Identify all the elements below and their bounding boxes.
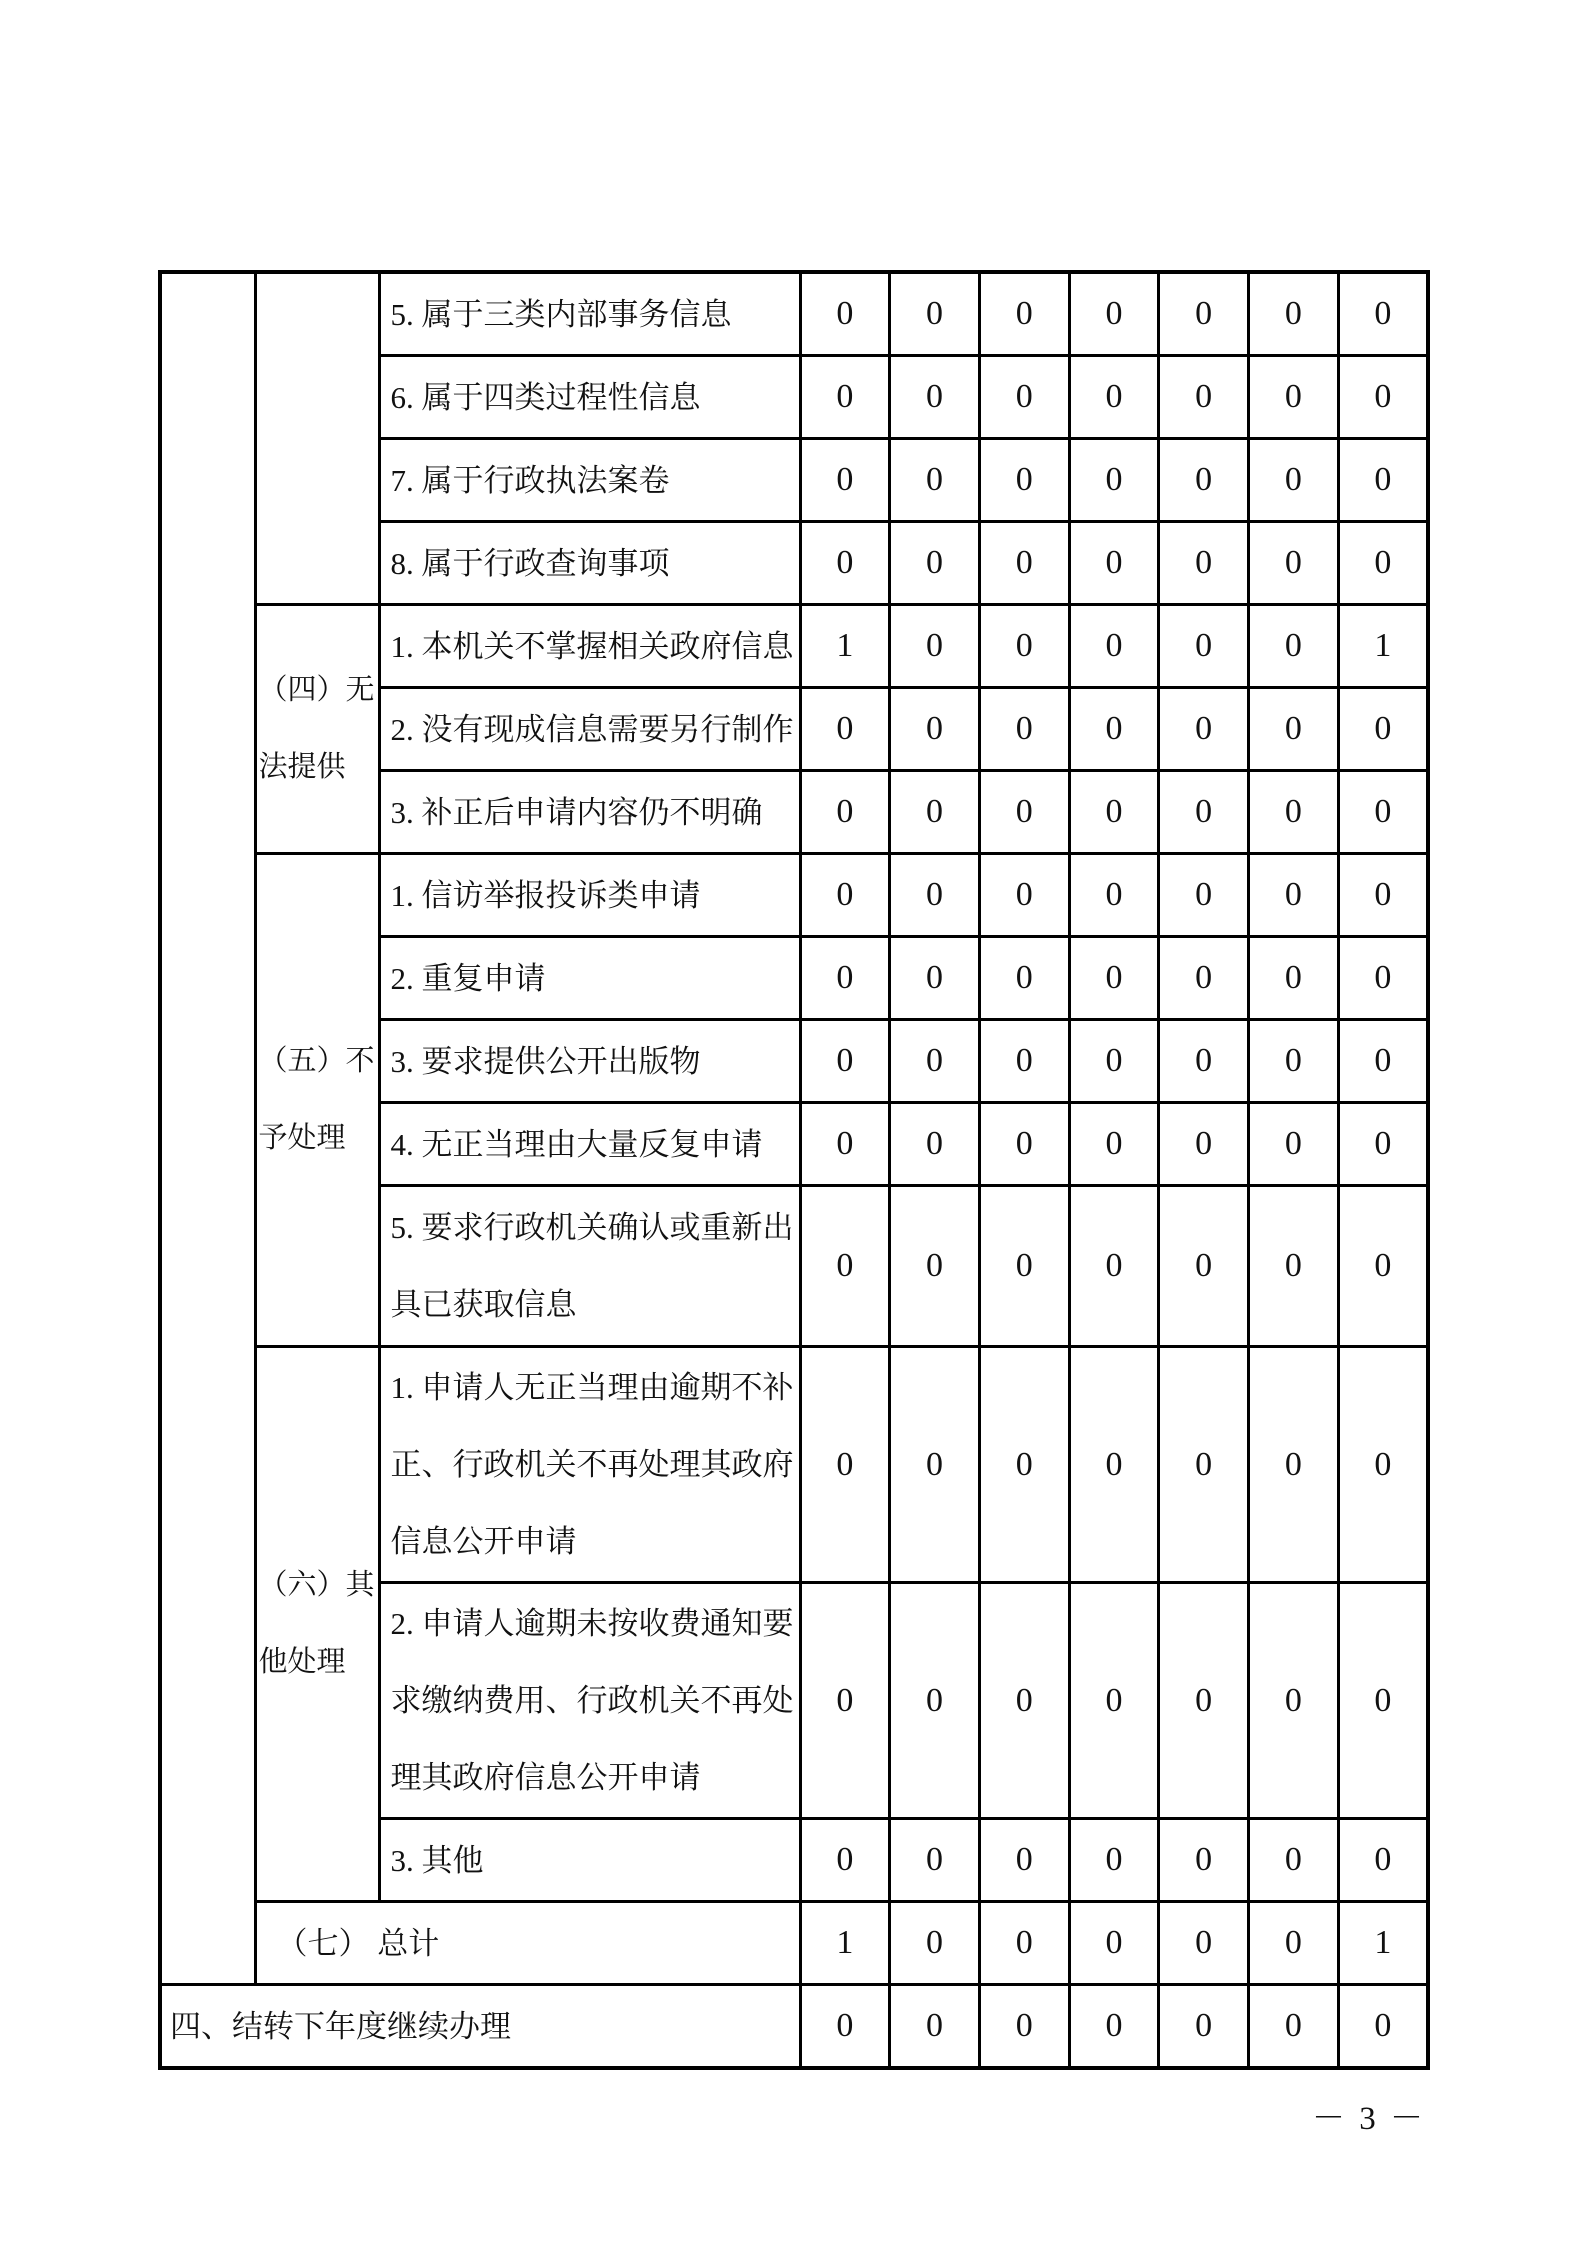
value-cell: 0 <box>800 1020 890 1103</box>
value-cell: 0 <box>1069 1819 1159 1902</box>
value-cell: 0 <box>1069 1020 1159 1103</box>
value-cell: 0 <box>1159 1186 1249 1347</box>
value-cell: 0 <box>979 1985 1069 2069</box>
value-cell: 0 <box>1069 1902 1159 1985</box>
page-number: － 3 － <box>1312 2101 1426 2137</box>
value-cell: 0 <box>890 937 980 1020</box>
value-cell: 0 <box>1249 771 1339 854</box>
value-cell: 1 <box>800 1902 890 1985</box>
value-cell: 0 <box>800 1103 890 1186</box>
table-row <box>160 605 1428 688</box>
item-cell: 7. 属于行政执法案卷 <box>379 439 800 522</box>
value-cell: 0 <box>1069 1347 1159 1583</box>
value-cell: 0 <box>979 771 1069 854</box>
value-cell: 0 <box>800 1583 890 1819</box>
value-cell: 0 <box>1249 439 1339 522</box>
value-cell: 0 <box>1249 1819 1339 1902</box>
value-cell: 0 <box>800 688 890 771</box>
value-cell: 0 <box>1249 1985 1339 2069</box>
value-cell: 0 <box>1159 522 1249 605</box>
value-cell: 0 <box>979 1819 1069 1902</box>
value-cell: 0 <box>890 1020 980 1103</box>
value-cell: 0 <box>890 1902 980 1985</box>
item-cell: 5. 要求行政机关确认或重新出具已获取信息 <box>379 1186 800 1347</box>
value-cell: 0 <box>800 1186 890 1347</box>
value-cell: 0 <box>1338 937 1428 1020</box>
value-cell: 0 <box>1338 1985 1428 2069</box>
category-cell-other-handling: （六）其他处理 <box>255 1347 379 1902</box>
value-cell: 0 <box>890 688 980 771</box>
item-cell: 2. 申请人逾期未按收费通知要求缴纳费用、行政机关不再处理其政府信息公开申请 <box>379 1583 800 1819</box>
value-cell: 0 <box>979 854 1069 937</box>
value-cell: 0 <box>979 522 1069 605</box>
value-cell: 0 <box>1249 937 1339 1020</box>
value-cell: 0 <box>1338 1103 1428 1186</box>
value-cell: 0 <box>1249 1020 1339 1103</box>
value-cell: 0 <box>979 356 1069 439</box>
value-cell: 0 <box>1069 1985 1159 2069</box>
value-cell: 0 <box>979 937 1069 1020</box>
value-cell: 0 <box>1069 522 1159 605</box>
table-row <box>160 1985 1428 2069</box>
value-cell: 0 <box>979 1347 1069 1583</box>
item-cell: 3. 补正后申请内容仍不明确 <box>379 771 800 854</box>
info-disclosure-table <box>158 270 1430 2070</box>
value-cell: 0 <box>1338 1347 1428 1583</box>
value-cell: 0 <box>1159 771 1249 854</box>
table-row <box>160 1902 1428 1985</box>
value-cell: 0 <box>1249 1103 1339 1186</box>
value-cell: 0 <box>890 1347 980 1583</box>
item-cell: 4. 无正当理由大量反复申请 <box>379 1103 800 1186</box>
value-cell: 0 <box>1069 937 1159 1020</box>
value-cell: 0 <box>890 1186 980 1347</box>
value-cell: 0 <box>1338 854 1428 937</box>
value-cell: 0 <box>1338 688 1428 771</box>
value-cell: 0 <box>800 1347 890 1583</box>
value-cell: 0 <box>1159 1103 1249 1186</box>
value-cell: 0 <box>1069 272 1159 356</box>
value-cell: 0 <box>890 1819 980 1902</box>
value-cell: 0 <box>800 1819 890 1902</box>
item-cell: 1. 申请人无正当理由逾期不补正、行政机关不再处理其政府信息公开申请 <box>379 1347 800 1583</box>
value-cell: 0 <box>1338 439 1428 522</box>
value-cell: 0 <box>1249 1186 1339 1347</box>
value-cell: 0 <box>890 854 980 937</box>
value-cell: 0 <box>1159 356 1249 439</box>
item-cell: 1. 本机关不掌握相关政府信息 <box>379 605 800 688</box>
value-cell: 1 <box>1338 605 1428 688</box>
table-row <box>160 272 1428 356</box>
value-cell: 0 <box>1069 356 1159 439</box>
value-cell: 0 <box>800 937 890 1020</box>
item-cell: 6. 属于四类过程性信息 <box>379 356 800 439</box>
value-cell: 0 <box>1069 854 1159 937</box>
value-cell: 0 <box>1159 688 1249 771</box>
value-cell: 0 <box>1159 1347 1249 1583</box>
value-cell: 0 <box>1159 1902 1249 1985</box>
value-cell: 0 <box>1069 605 1159 688</box>
value-cell: 0 <box>1249 605 1339 688</box>
value-cell: 0 <box>1069 1583 1159 1819</box>
value-cell: 0 <box>890 1985 980 2069</box>
value-cell: 0 <box>800 771 890 854</box>
table-row <box>160 854 1428 937</box>
value-cell: 0 <box>1069 439 1159 522</box>
value-cell: 0 <box>1249 1902 1339 1985</box>
value-cell: 0 <box>1249 272 1339 356</box>
value-cell: 0 <box>1159 1583 1249 1819</box>
value-cell: 0 <box>800 356 890 439</box>
value-cell: 0 <box>1159 272 1249 356</box>
value-cell: 0 <box>890 439 980 522</box>
value-cell: 0 <box>979 1103 1069 1186</box>
item-cell: 2. 重复申请 <box>379 937 800 1020</box>
carry-over-row-label: 四、结转下年度继续办理 <box>160 1985 800 2069</box>
value-cell: 0 <box>979 1583 1069 1819</box>
value-cell: 0 <box>1159 439 1249 522</box>
value-cell: 0 <box>1249 1347 1339 1583</box>
value-cell: 0 <box>979 1020 1069 1103</box>
value-cell: 0 <box>1159 1985 1249 2069</box>
item-cell: 8. 属于行政查询事项 <box>379 522 800 605</box>
value-cell: 0 <box>1069 688 1159 771</box>
left-span-cell <box>160 272 255 1985</box>
value-cell: 0 <box>890 605 980 688</box>
value-cell: 0 <box>1159 854 1249 937</box>
value-cell: 0 <box>890 356 980 439</box>
item-cell: 3. 其他 <box>379 1819 800 1902</box>
value-cell: 0 <box>979 439 1069 522</box>
value-cell: 0 <box>800 854 890 937</box>
value-cell: 0 <box>1338 522 1428 605</box>
value-cell: 1 <box>1338 1902 1428 1985</box>
value-cell: 0 <box>1249 688 1339 771</box>
value-cell: 0 <box>800 1985 890 2069</box>
value-cell: 0 <box>890 1103 980 1186</box>
value-cell: 0 <box>800 272 890 356</box>
category-cell-no-action: （五）不予处理 <box>255 854 379 1347</box>
value-cell: 0 <box>1069 1103 1159 1186</box>
value-cell: 0 <box>1249 854 1339 937</box>
value-cell: 1 <box>800 605 890 688</box>
item-cell: 2. 没有现成信息需要另行制作 <box>379 688 800 771</box>
category-cell-continued <box>255 272 379 605</box>
value-cell: 0 <box>890 1583 980 1819</box>
value-cell: 0 <box>1338 272 1428 356</box>
value-cell: 0 <box>979 605 1069 688</box>
total-row-label: （七） 总计 <box>255 1902 800 1985</box>
value-cell: 0 <box>1159 1819 1249 1902</box>
table-row <box>160 1347 1428 1583</box>
value-cell: 0 <box>1069 771 1159 854</box>
item-cell: 5. 属于三类内部事务信息 <box>379 272 800 356</box>
value-cell: 0 <box>1338 771 1428 854</box>
value-cell: 0 <box>890 272 980 356</box>
value-cell: 0 <box>979 1902 1069 1985</box>
value-cell: 0 <box>1069 1186 1159 1347</box>
value-cell: 0 <box>1159 1020 1249 1103</box>
value-cell: 0 <box>1249 522 1339 605</box>
value-cell: 0 <box>1338 356 1428 439</box>
value-cell: 0 <box>890 771 980 854</box>
value-cell: 0 <box>890 522 980 605</box>
value-cell: 0 <box>979 272 1069 356</box>
value-cell: 0 <box>800 522 890 605</box>
value-cell: 0 <box>1338 1186 1428 1347</box>
item-cell: 3. 要求提供公开出版物 <box>379 1020 800 1103</box>
value-cell: 0 <box>800 439 890 522</box>
value-cell: 0 <box>979 688 1069 771</box>
value-cell: 0 <box>979 1186 1069 1347</box>
value-cell: 0 <box>1249 356 1339 439</box>
value-cell: 0 <box>1249 1583 1339 1819</box>
value-cell: 0 <box>1338 1020 1428 1103</box>
value-cell: 0 <box>1338 1819 1428 1902</box>
value-cell: 0 <box>1159 937 1249 1020</box>
category-cell-unable-to-provide: （四）无法提供 <box>255 605 379 854</box>
value-cell: 0 <box>1338 1583 1428 1819</box>
value-cell: 0 <box>1159 605 1249 688</box>
item-cell: 1. 信访举报投诉类申请 <box>379 854 800 937</box>
